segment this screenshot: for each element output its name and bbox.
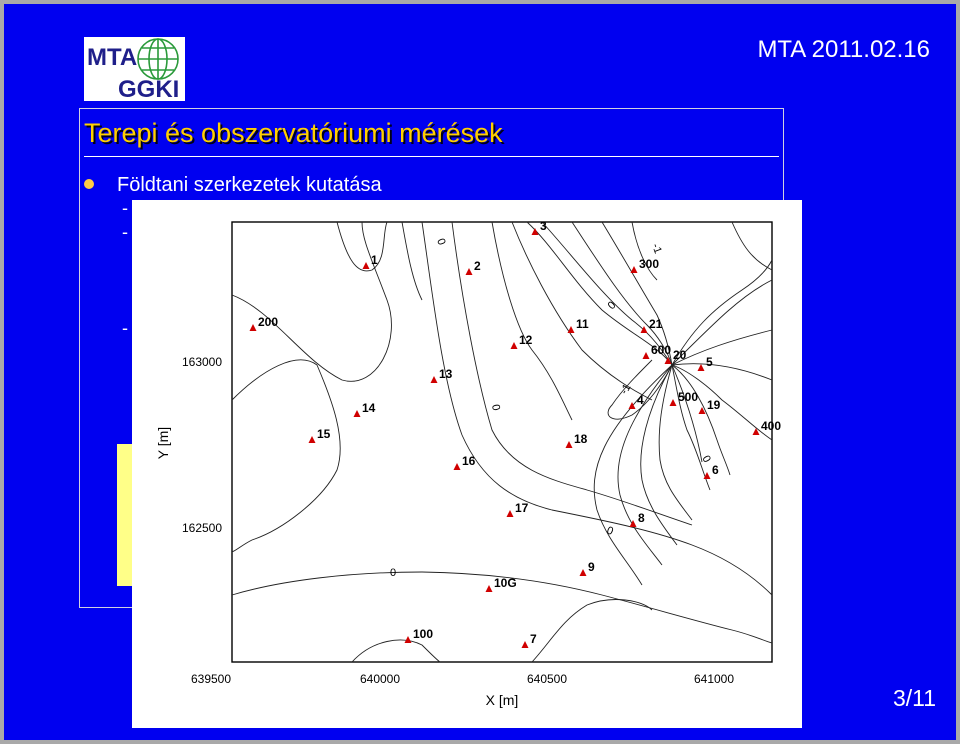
station-label: 5 <box>706 355 713 369</box>
station-label: 16 <box>462 454 476 468</box>
station-label: 20 <box>673 348 687 362</box>
contour-label: -1 <box>649 241 664 256</box>
globe-icon <box>138 39 178 79</box>
x-tick-label: 639500 <box>190 672 232 686</box>
station-label: 18 <box>574 432 588 446</box>
y-tick-label: 163000 <box>181 355 223 369</box>
contour-label: 0 <box>604 524 615 538</box>
station-label: 13 <box>439 367 453 381</box>
contour-label: -1 <box>618 382 634 397</box>
slide <box>4 4 956 740</box>
station-label: 3 <box>540 219 547 233</box>
station-label: 17 <box>515 501 529 515</box>
y-tick-label: 162500 <box>181 521 223 535</box>
y-axis-label: Y [m] <box>155 426 171 460</box>
station-label: 9 <box>588 560 595 574</box>
station-label: 10G <box>494 576 517 590</box>
station-label: 400 <box>761 419 782 433</box>
x-axis-label: X [m] <box>485 692 519 708</box>
dash-marker: - <box>122 222 128 242</box>
dash-marker: - <box>122 198 128 218</box>
station-label: 11 <box>576 317 589 331</box>
station-label: 15 <box>317 427 331 441</box>
station-label: 300 <box>639 257 660 271</box>
station-label: 12 <box>519 333 533 347</box>
station-label: 14 <box>362 401 376 415</box>
station-label: 200 <box>258 315 279 329</box>
bullet-text: Földtani szerkezetek kutatása <box>117 174 382 196</box>
station-label: 19 <box>707 398 721 412</box>
mta-ggki-logo <box>84 37 185 101</box>
gravity-contour-map <box>132 200 802 728</box>
contour-label: 0 <box>390 567 397 579</box>
contour-label: 0 <box>489 403 502 412</box>
title-divider <box>84 156 779 157</box>
contour-label: 0 <box>434 236 448 247</box>
station-label: 2 <box>474 259 481 273</box>
page-number: 3/11 <box>892 685 936 711</box>
station-label: 600 <box>651 343 672 357</box>
station-label: 100 <box>413 627 434 641</box>
station-label: 6 <box>712 463 719 477</box>
station-label: 7 <box>530 632 537 646</box>
station-label: 8 <box>638 511 645 525</box>
x-tick-label: 641000 <box>693 672 735 686</box>
station-label: 500 <box>678 390 699 404</box>
logo-text-top: MTA <box>87 44 138 71</box>
x-tick-label: 640500 <box>526 672 568 686</box>
logo-text-bottom: GGKI <box>118 76 180 101</box>
contour-label: 0 <box>699 453 713 465</box>
x-tick-label: 640000 <box>359 672 401 686</box>
slide-date: MTA 2011.02.16 <box>757 36 930 63</box>
slide-title: Terepi és obszervatóriumi mérések <box>84 118 503 148</box>
bullet-icon <box>84 179 94 189</box>
dash-marker: - <box>122 318 128 338</box>
station-label: 1 <box>371 253 378 267</box>
station-label: 21 <box>649 317 663 331</box>
contour-label: 0 <box>605 299 619 313</box>
station-label: 4 <box>637 393 644 407</box>
